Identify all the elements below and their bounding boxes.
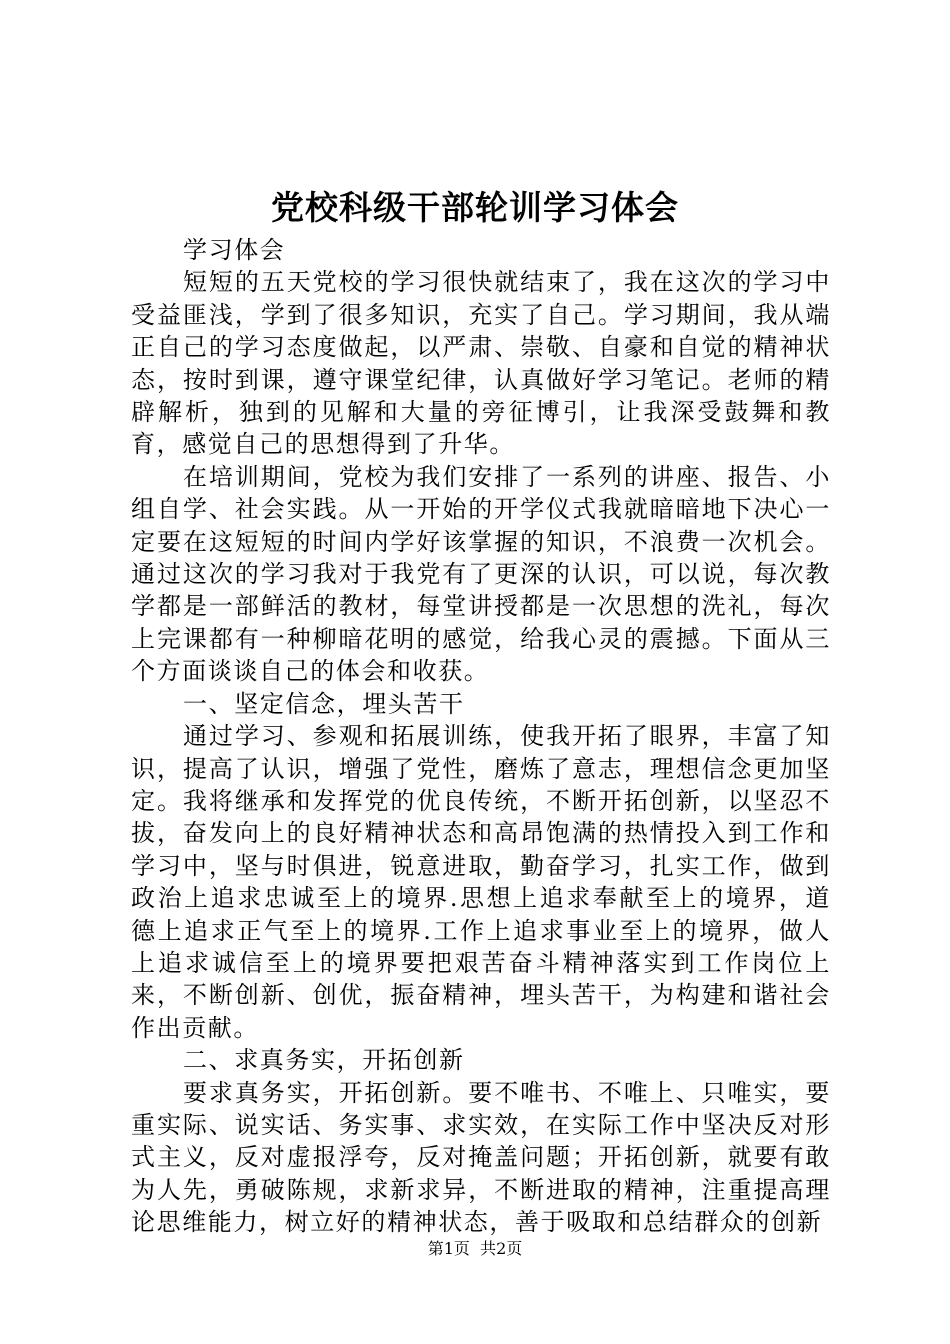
section-heading: 一、坚定信念，埋头苦干 [183, 689, 465, 718]
page-footer [0, 1238, 950, 1260]
document-body [131, 234, 831, 1239]
paragraph: 短短的五天党校的学习很快就结束了，我在这次的学习中受益匪浅，学到了很多知识，充实了自己。学习期间，我从端正自己的学习态度做起，以严肃、崇敬、自豪和自觉的精神状态，按时到课，遵守课堂纪律，认真做好学习笔记。老师的精辟解析，独到的见解和大量的旁征博引，让我深受鼓舞和教育，感觉自己的思想得到了升华。 [131, 268, 831, 459]
paragraph: 通过学习、参观和拓展训练，使我开拓了眼界，丰富了知识，提高了认识，增强了党性，磨炼了意志，理想信念更加坚定。我将继承和发挥党的优良传统，不断开拓创新，以坚忍不拔，奋发向上的良好精神状态和高昂饱满的热情投入到工作和学习中，坚与时俱进，锐意进取，勤奋学习，扎实工作，做到政治上追求忠诚至上的境界.思想上追求奉献至上的境界，道德上追求正气至上的境界.工作上追求事业至上的境界，做人上追求诚信至上的境界要把艰苦奋斗精神落实到工作岗位上来，不断创新、创优，振奋精神，埋头苦干，为构建和谐社会作出贡献。 [131, 722, 831, 1042]
paragraph: 在培训期间，党校为我们安排了一系列的讲座、报告、小组自学、社会实践。从一开始的开学仪式我就暗暗地下决心一定要在这短短的时间内学好该掌握的知识，不浪费一次机会。通过这次的学习我对于我党有了更深的认识，可以说，每次教学都是一部鲜活的教材，每堂讲授都是一次思想的洗礼，每次上完课都有一种柳暗花明的感觉，给我心灵的震撼。下面从三个方面谈谈自己的体会和收获。 [131, 462, 831, 686]
page-number: 第1页 共2页 [427, 1239, 523, 1258]
document-title: 党校科级干部轮训学习体会 [271, 188, 679, 227]
paragraph: 要求真务实，开拓创新。要不唯书、不唯上、只唯实，要重实际、说实话、务实事、求实效，在实际工作中坚决反对形式主义，反对虚报浮夸，反对掩盖问题；开拓创新，就要有敢为人先，勇破陈规，求新求异，不断进取的精神，注重提高理论思维能力，树立好的精神状态，善于吸取和总结群众的创新 [131, 1078, 831, 1237]
section-label: 学习体会 [183, 236, 286, 264]
section-heading: 二、求真务实，开拓创新 [183, 1046, 465, 1075]
